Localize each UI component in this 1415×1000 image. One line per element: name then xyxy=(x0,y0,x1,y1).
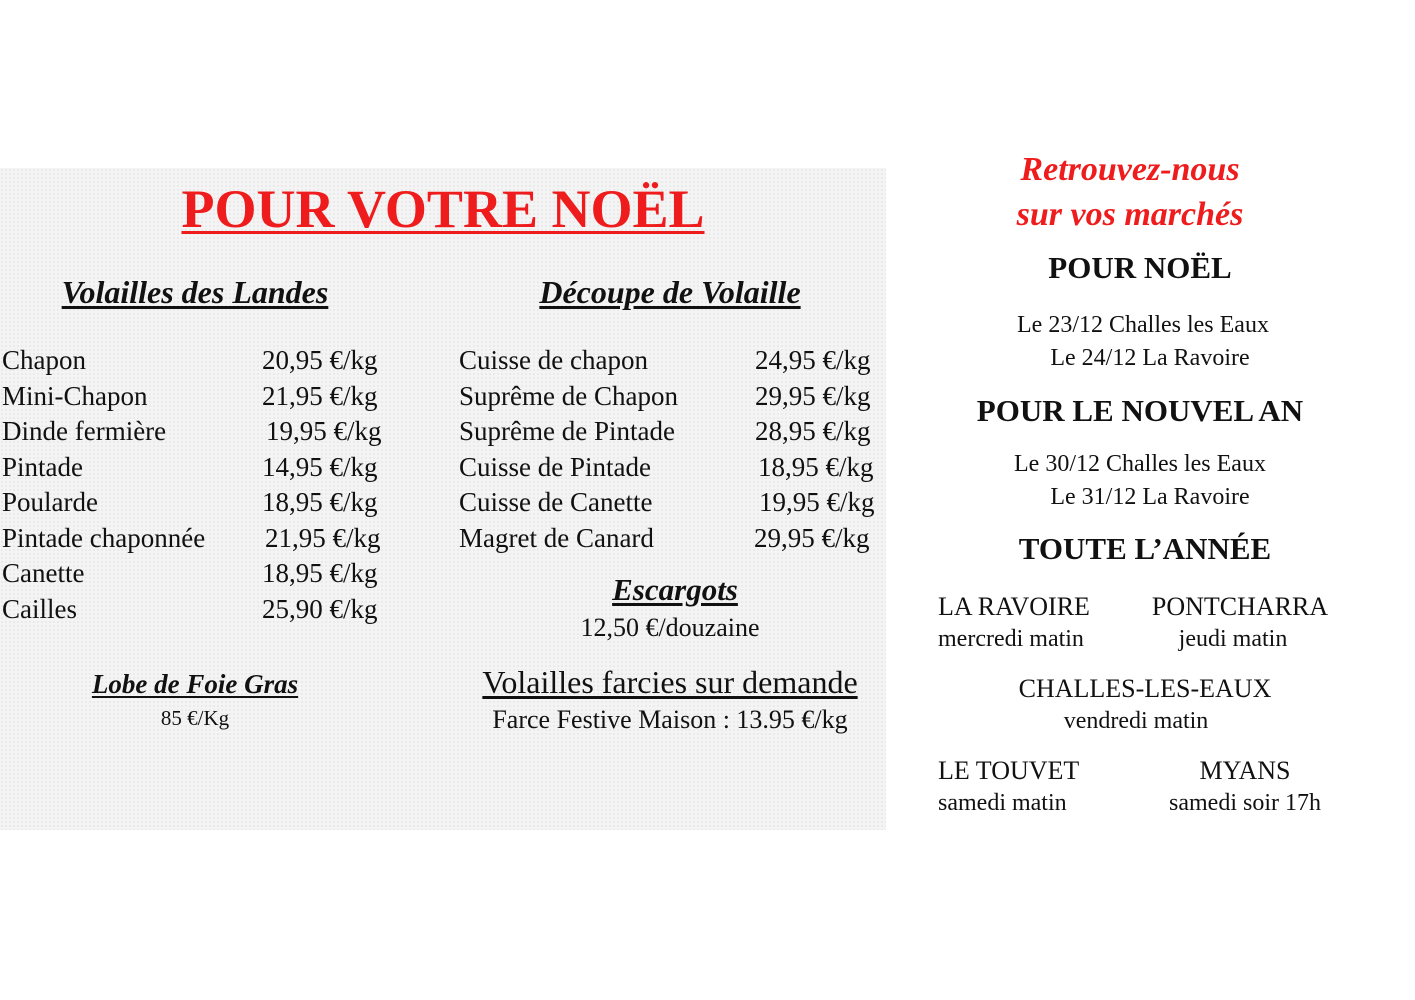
market-la-ravoire-name: LA RAVOIRE xyxy=(938,592,1090,621)
nouvel-an-line-1: Le 30/12 Challes les Eaux xyxy=(1014,451,1266,477)
market-pontcharra-name: PONTCHARRA xyxy=(1151,592,1329,621)
market-challes-name: CHALLES-LES-EAUX xyxy=(1018,674,1272,703)
decoupe-heading: Découpe de Volaille xyxy=(539,274,801,310)
market-le-touvet-name: LE TOUVET xyxy=(938,756,1080,785)
foie-gras-price: 85 €/Kg xyxy=(160,706,230,730)
escargots-heading: Escargots xyxy=(612,572,738,607)
market-pontcharra-when: jeudi matin xyxy=(1178,626,1288,652)
market-myans-when: samedi soir 17h xyxy=(1169,790,1321,816)
volailles-landes-list xyxy=(2,343,382,627)
market-challes-when: vendredi matin xyxy=(1063,708,1209,734)
list-item: Canette 18,95 €/kg xyxy=(2,558,378,588)
market-la-ravoire-when: mercredi matin xyxy=(938,626,1084,652)
list-item: Suprême de Pintade 28,95 €/kg xyxy=(459,416,871,446)
nouvel-an-line-2: Le 31/12 La Ravoire xyxy=(1050,484,1250,510)
nouvel-an-heading: POUR LE NOUVEL AN xyxy=(976,393,1304,428)
volailles-landes-heading: Volailles des Landes xyxy=(61,274,329,310)
list-item: Pintade 14,95 €/kg xyxy=(2,451,378,482)
tagline-line-2: sur vos marchés xyxy=(1016,196,1244,233)
noel-line-1: Le 23/12 Challes les Eaux xyxy=(1017,312,1269,338)
list-item: Suprême de Chapon 29,95 €/kg xyxy=(459,380,871,411)
list-item: Pintade chaponnée 21,95 €/kg xyxy=(2,522,381,553)
farcies-line: Farce Festive Maison : 13.95 €/kg xyxy=(492,705,848,734)
noel-heading: POUR NOËL xyxy=(1048,250,1232,285)
market-myans-name: MYANS xyxy=(1199,756,1291,785)
list-item: Cuisse de chapon 24,95 €/kg xyxy=(459,345,871,375)
list-item: Mini-Chapon 21,95 €/kg xyxy=(2,380,378,411)
flyer-title: POUR VOTRE NOËL xyxy=(181,179,705,239)
list-item: Chapon 20,95 €/kg xyxy=(2,345,378,375)
escargots-price: 12,50 €/douzaine xyxy=(580,613,760,642)
list-item: Dinde fermière 19,95 €/kg xyxy=(2,416,382,446)
annee-heading: TOUTE L’ANNÉE xyxy=(1018,531,1272,566)
noel-line-2: Le 24/12 La Ravoire xyxy=(1050,345,1250,371)
list-item: Cailles 25,90 €/kg xyxy=(2,593,378,624)
list-item: Magret de Canard 29,95 €/kg xyxy=(459,522,870,553)
market-le-touvet-when: samedi matin xyxy=(938,790,1067,816)
farcies-heading: Volailles farcies sur demande xyxy=(482,664,858,700)
tagline-line-1: Retrouvez-nous xyxy=(1020,151,1240,188)
list-item: Cuisse de Pintade 18,95 €/kg xyxy=(459,451,874,482)
list-item: Poularde 18,95 €/kg xyxy=(2,487,378,517)
foie-gras-heading: Lobe de Foie Gras xyxy=(91,669,299,699)
decoupe-list xyxy=(459,343,875,556)
list-item: Cuisse de Canette 19,95 €/kg xyxy=(459,487,875,517)
